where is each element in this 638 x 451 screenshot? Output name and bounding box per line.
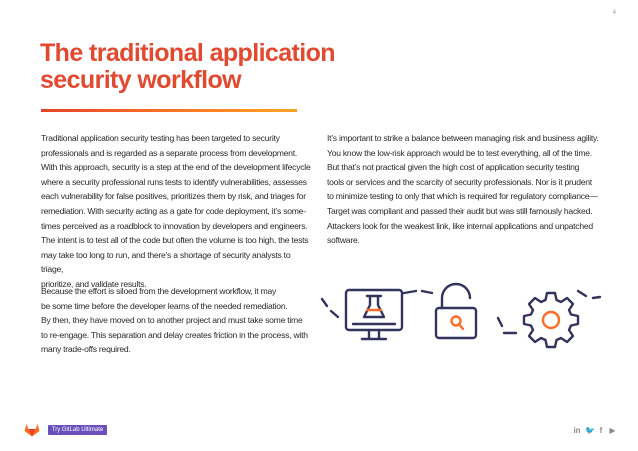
text-line: Traditional application security testing has been targeted to security	[41, 133, 280, 143]
title-line-1: The traditional application	[40, 39, 335, 67]
text-line: to minimize testing to only that which is required for regulatory compliance—	[327, 191, 598, 202]
security-workflow-illustration	[316, 280, 606, 360]
text-line: It’s important to strike a balance between managing risk and business agility.	[327, 133, 599, 143]
connector-dash	[331, 311, 338, 317]
text-line: to re-engage. This separation and delay creates friction in the process, with	[41, 329, 308, 340]
facebook-icon[interactable]: f	[599, 425, 603, 435]
text-line: prioritize, and validate results.	[41, 278, 147, 289]
try-gitlab-ultimate-button[interactable]: Try GitLab Ultimate	[48, 425, 107, 435]
text-line: tools or services and the scarcity of security professionals. Nor is it prudent	[327, 176, 592, 187]
gear-icon	[524, 293, 578, 347]
linkedin-icon[interactable]: in	[573, 425, 581, 435]
text-line: software.	[327, 235, 360, 246]
youtube-icon[interactable]: ▶	[609, 425, 616, 435]
text-line: many trade-offs required.	[41, 344, 131, 355]
connector-dash	[498, 318, 502, 326]
intro-paragraph	[41, 131, 313, 292]
padlock-icon	[436, 284, 476, 338]
text-line: Attackers look for the weakest link, like internal applications and unpatched	[327, 220, 593, 231]
text-line: Because the effort is siloed from the development workflow, it may	[41, 286, 277, 296]
text-line: You know the low-risk approach would be to test everything, all of the time.	[327, 147, 592, 158]
connector-dash	[422, 291, 432, 293]
page-number: 4	[612, 10, 616, 16]
title-underline	[41, 109, 297, 112]
balance-paragraph	[327, 131, 609, 248]
monitor-flask-icon	[346, 290, 402, 339]
text-line: each vulnerability for false positives, prioritizes them by risk, and triages for	[41, 191, 306, 202]
text-line: remediation. With security acting as a gate for code deployment, it’s some-	[41, 205, 306, 216]
text-line: With this approach, security is a step at the end of the development lifecycle	[41, 162, 311, 173]
connector-dash	[404, 291, 416, 293]
text-line: times perceived as a roadblock to innovation by developers and engineers.	[41, 220, 308, 231]
connector-dash	[593, 297, 600, 298]
text-line: may take too long to run, and there’s a shortage of security analysts to triage,	[41, 249, 291, 275]
twitter-icon[interactable]: 🐦	[585, 425, 595, 435]
connector-dash	[322, 299, 327, 306]
text-line: where a security professional runs tests to identify vulnerabilities, assesses	[41, 176, 307, 187]
page-title	[40, 40, 370, 94]
text-line: professionals and is regarded as a separate process from development.	[41, 147, 297, 158]
title-line-2: security workflow	[40, 66, 241, 94]
siloed-effort-paragraph	[41, 284, 313, 357]
text-line: But that’s not practical given the high cost of application security testing	[327, 162, 580, 173]
text-line: Target was compliant and passed their audit but was still famously hacked.	[327, 205, 593, 216]
text-line: By then, they have moved on to another project and must take some time	[41, 315, 303, 326]
text-line: The intent is to test all of the code but often the volume is too high, the tests	[41, 235, 309, 246]
gitlab-logo[interactable]	[24, 423, 40, 437]
text-line: be some time before the developer learns of the needed remediation.	[41, 300, 288, 311]
connector-dash	[578, 291, 586, 296]
